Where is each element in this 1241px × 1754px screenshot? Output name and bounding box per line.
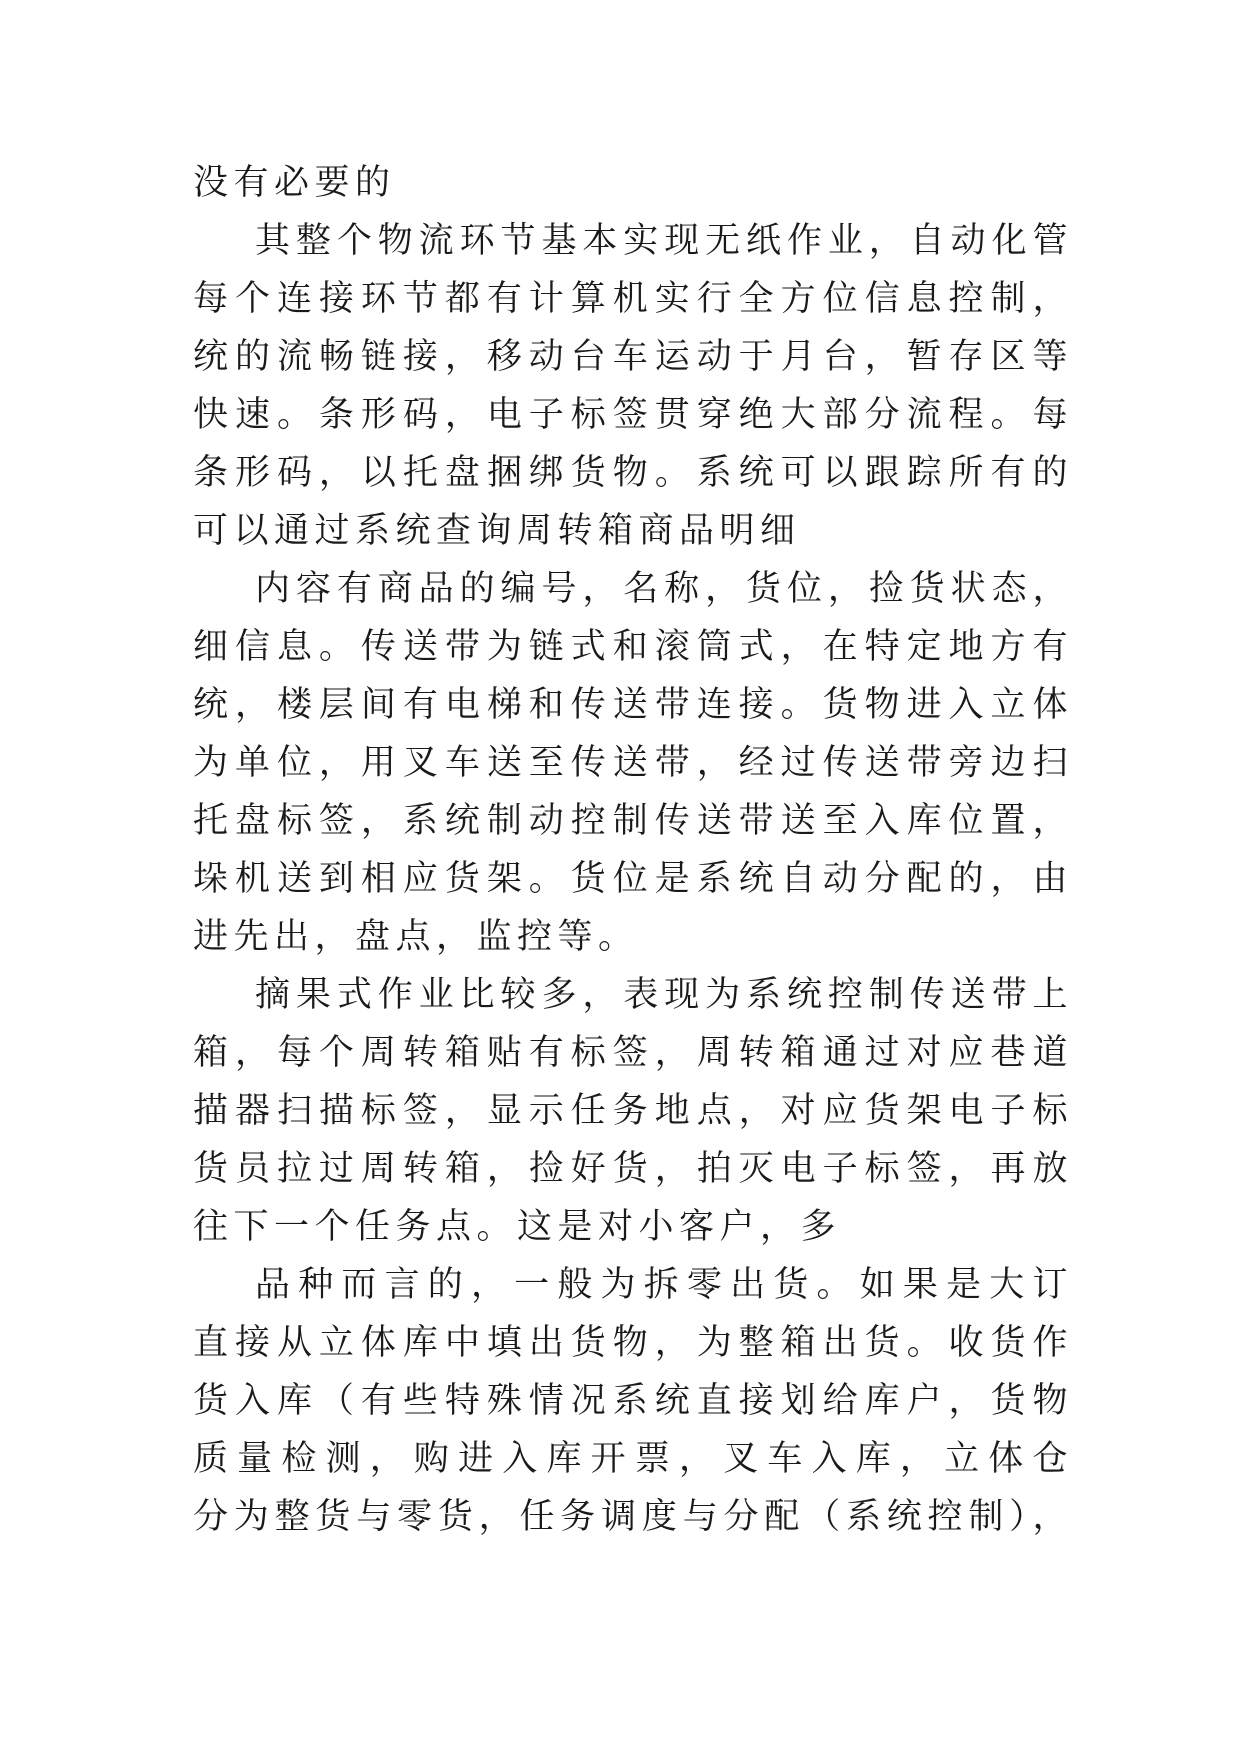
text-line: 往下一个任务点。这是对小客户，多 — [193, 1207, 842, 1247]
text-line: 内容有商品的编号，名称，货位，捡货状态， — [255, 569, 1073, 609]
text-line: 分为整货与零货，任务调度与分配（系统控制）， — [193, 1497, 1073, 1537]
text-line: 货员拉过周转箱，捡好货，拍灭电子标签，再放 — [193, 1149, 1073, 1189]
text-line: 直接从立体库中填出货物，为整箱出货。收货作 — [193, 1323, 1073, 1363]
text-line: 统的流畅链接，移动台车运动于月台，暂存区等 — [193, 337, 1073, 377]
text-line: 每个连接环节都有计算机实行全方位信息控制， — [193, 279, 1073, 319]
text-line: 进先出，盘点，监控等。 — [193, 917, 639, 957]
text-line: 摘果式作业比较多，表现为系统控制传送带上 — [255, 975, 1073, 1015]
text-line: 箱，每个周转箱贴有标签，周转箱通过对应巷道 — [193, 1033, 1073, 1073]
text-line: 货入库（有些特殊情况系统直接划给库户，货物 — [193, 1381, 1073, 1421]
text-line: 统，楼层间有电梯和传送带连接。货物进入立体 — [193, 685, 1073, 725]
text-line: 快速。条形码，电子标签贯穿绝大部分流程。每 — [193, 395, 1073, 435]
text-line: 描器扫描标签，显示任务地点，对应货架电子标 — [193, 1091, 1073, 1131]
body-text — [193, 154, 1073, 1546]
text-line: 其整个物流环节基本实现无纸作业，自动化管 — [255, 221, 1073, 261]
text-line: 条形码，以托盘捆绑货物。系统可以跟踪所有的 — [193, 453, 1073, 493]
text-line: 没有必要的 — [193, 163, 396, 203]
text-line: 细信息。传送带为链式和滚筒式，在特定地方有 — [193, 627, 1073, 667]
text-line: 为单位，用叉车送至传送带，经过传送带旁边扫 — [193, 743, 1073, 783]
text-line: 质量检测，购进入库开票，叉车入库，立体仓 — [193, 1439, 1073, 1479]
text-line: 垛机送到相应货架。货位是系统自动分配的，由 — [193, 859, 1073, 899]
text-line: 可以通过系统查询周转箱商品明细 — [193, 511, 801, 551]
text-line: 托盘标签，系统制动控制传送带送至入库位置， — [193, 801, 1073, 841]
text-line: 品种而言的，一般为拆零出货。如果是大订 — [255, 1265, 1073, 1305]
